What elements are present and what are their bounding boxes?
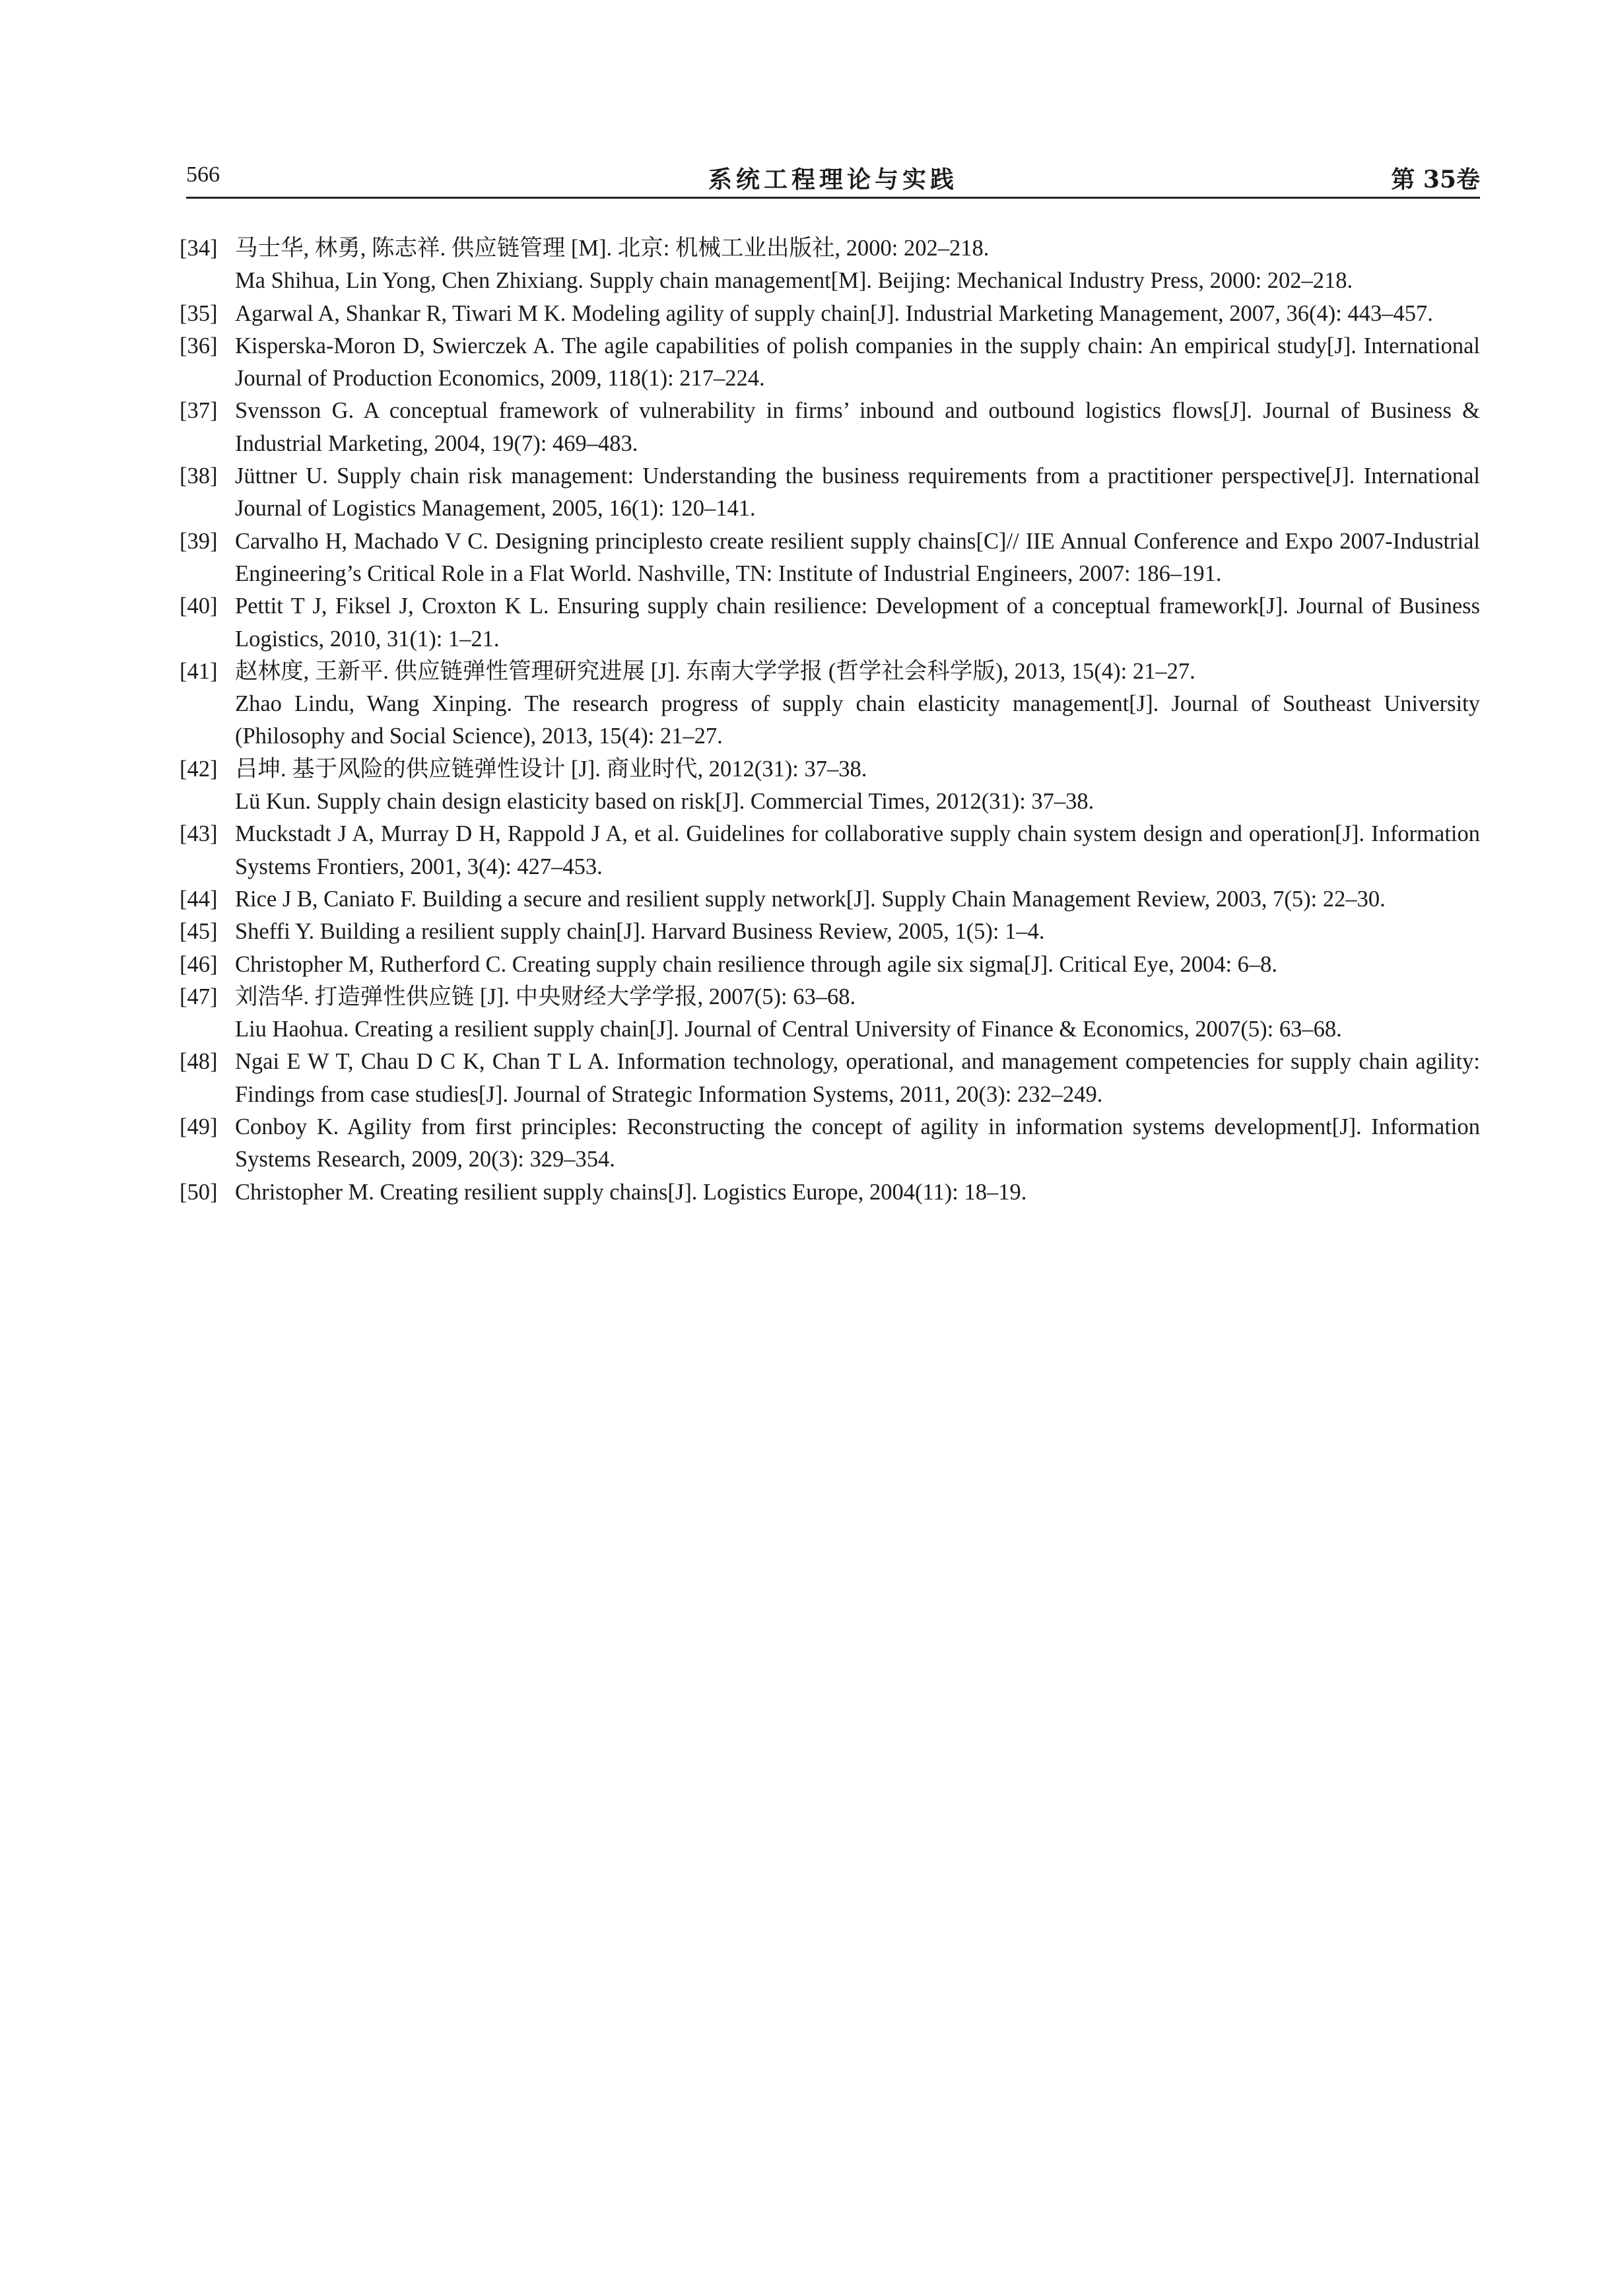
reference-list — [180, 232, 1480, 1209]
reference-english-text: Agarwal A, Shankar R, Tiwari M K. Modeling agility of supply chain[J]. Industrial Marketing Management, 2007, 36(4): 443–457. — [235, 300, 1433, 326]
reference-number: [43] — [180, 821, 218, 847]
reference-english-text: Sheffi Y. Building a resilient supply chain[J]. Harvard Business Review, 2005, 1(5): 1–4. — [235, 919, 1045, 945]
reference-english-text: Muckstadt J A, Murray D H, Rappold J A, et al. Guidelines for collaborative supply chain system design and operation[J]. Information Systems Frontiers, 2001, 3(4): 427–453. — [235, 821, 1480, 879]
reference-body — [235, 916, 1480, 948]
reference-number: [46] — [180, 951, 218, 977]
reference-english-text: Svensson G. A conceptual framework of vulnerability in firms’ inbound and outbound logistics flows[J]. Journal of Business & Industrial Marketing, 2004, 19(7): 469–483. — [235, 398, 1480, 456]
reference-item — [180, 1111, 1480, 1176]
reference-english-text: Ngai E W T, Chau D C K, Chan T L A. Information technology, operational, and management competencies for supply chain agility: Findings from case studies[J]. Journal of Strategic Information Systems, 2011, 20(3): 232–249. — [235, 1049, 1480, 1107]
reference-item — [180, 949, 1480, 981]
reference-english-text: Rice J B, Caniato F. Building a secure and resilient supply network[J]. Supply Chain Management Review, 2003, 7(5): 22–30. — [235, 886, 1386, 912]
reference-body — [235, 232, 1480, 298]
reference-item — [180, 656, 1480, 753]
reference-body — [235, 1111, 1480, 1176]
reference-english-text: Ma Shihua, Lin Yong, Chen Zhixiang. Supply chain management[M]. Beijing: Mechanical Industry Press, 2000: 202–218. — [235, 268, 1353, 294]
reference-body — [235, 818, 1480, 883]
reference-english-text: Pettit T J, Fiksel J, Croxton K L. Ensuring supply chain resilience: Development of a conceptual framework[J]. Journal of Business Logistics, 2010, 31(1): 1–21. — [235, 593, 1480, 652]
journal-title: 系统工程理论与实践 — [708, 166, 958, 193]
reference-number: [42] — [180, 756, 218, 782]
reference-body — [235, 525, 1480, 591]
reference-item — [180, 1176, 1480, 1209]
volume-label: 第 35卷 — [1391, 166, 1480, 193]
reference-english-text: Carvalho H, Machado V C. Designing principlesto create resilient supply chains[C]// IIE Annual Conference and Expo 2007-Industrial Engineering’s Critical Role in a Flat World. Nashville, TN: Institute of Industrial Engineers, 2007: 186–191. — [235, 528, 1480, 586]
reference-chinese-text: 刘浩华. 打造弹性供应链 [J]. 中央财经大学学报, 2007(5): 63–68. — [235, 984, 856, 1009]
reference-number: [38] — [180, 463, 218, 489]
reference-chinese-text: 马士华, 林勇, 陈志祥. 供应链管理 [M]. 北京: 机械工业出版社, 2000: 202–218. — [235, 236, 990, 261]
reference-body — [235, 1046, 1480, 1111]
reference-number: [45] — [180, 919, 218, 945]
reference-english-text: Lü Kun. Supply chain design elasticity based on risk[J]. Commercial Times, 2012(31): 37–38. — [235, 789, 1094, 815]
reference-body — [235, 883, 1480, 916]
reference-item — [180, 981, 1480, 1046]
reference-item — [180, 525, 1480, 591]
reference-item — [180, 818, 1480, 883]
reference-body — [235, 460, 1480, 525]
reference-item — [180, 916, 1480, 948]
reference-body — [235, 395, 1480, 460]
reference-body — [235, 753, 1480, 819]
reference-body — [235, 590, 1480, 656]
reference-item — [180, 460, 1480, 525]
reference-item — [180, 330, 1480, 395]
reference-number: [44] — [180, 886, 218, 912]
reference-item — [180, 753, 1480, 819]
reference-item — [180, 590, 1480, 656]
reference-number: [41] — [180, 658, 218, 684]
reference-body — [235, 949, 1480, 981]
reference-body — [235, 298, 1480, 330]
reference-english-text: Zhao Lindu, Wang Xinping. The research progress of supply chain elasticity management[J]. Journal of Southeast University (Philosophy and Social Science), 2013, 15(4): 21–27. — [235, 691, 1480, 749]
running-header — [186, 157, 1480, 199]
reference-item — [180, 1046, 1480, 1111]
reference-item — [180, 395, 1480, 460]
reference-number: [49] — [180, 1114, 218, 1140]
reference-body — [235, 1176, 1480, 1209]
reference-body — [235, 981, 1480, 1046]
reference-english-text: Kisperska-Moron D, Swierczek A. The agile capabilities of polish companies in the supply chain: An empirical study[J]. International Journal of Production Economics, 2009, 118(1): 217–224. — [235, 333, 1480, 391]
reference-english-text: Liu Haohua. Creating a resilient supply chain[J]. Journal of Central University of Finance & Economics, 2007(5): 63–68. — [235, 1017, 1342, 1042]
reference-english-text: Jüttner U. Supply chain risk management: Understanding the business requirements from a practitioner perspective[J]. International Journal of Logistics Management, 2005, 16(1): 120–141. — [235, 463, 1480, 522]
reference-number: [37] — [180, 398, 218, 424]
reference-number: [35] — [180, 300, 218, 326]
reference-english-text: Christopher M, Rutherford C. Creating supply chain resilience through agile six sigma[J]. Critical Eye, 2004: 6–8. — [235, 951, 1278, 977]
reference-number: [48] — [180, 1049, 218, 1075]
reference-number: [47] — [180, 984, 218, 1009]
reference-number: [50] — [180, 1179, 218, 1205]
page-number: 566 — [186, 162, 220, 187]
reference-number: [36] — [180, 333, 218, 358]
reference-chinese-text: 赵林度, 王新平. 供应链弹性管理研究进展 [J]. 东南大学学报 (哲学社会科学版), 2013, 15(4): 21–27. — [235, 658, 1195, 684]
reference-english-text: Conboy K. Agility from first principles: Reconstructing the concept of agility in information systems development[J]. Information Systems Research, 2009, 20(3): 329–354. — [235, 1114, 1480, 1172]
reference-number: [40] — [180, 593, 218, 619]
reference-item — [180, 232, 1480, 298]
reference-item — [180, 298, 1480, 330]
reference-english-text: Christopher M. Creating resilient supply chains[J]. Logistics Europe, 2004(11): 18–19. — [235, 1179, 1027, 1205]
reference-item — [180, 883, 1480, 916]
reference-chinese-text: 吕坤. 基于风险的供应链弹性设计 [J]. 商业时代, 2012(31): 37–38. — [235, 756, 867, 782]
reference-number: [34] — [180, 236, 218, 261]
reference-body — [235, 656, 1480, 753]
reference-body — [235, 330, 1480, 395]
reference-number: [39] — [180, 528, 218, 554]
